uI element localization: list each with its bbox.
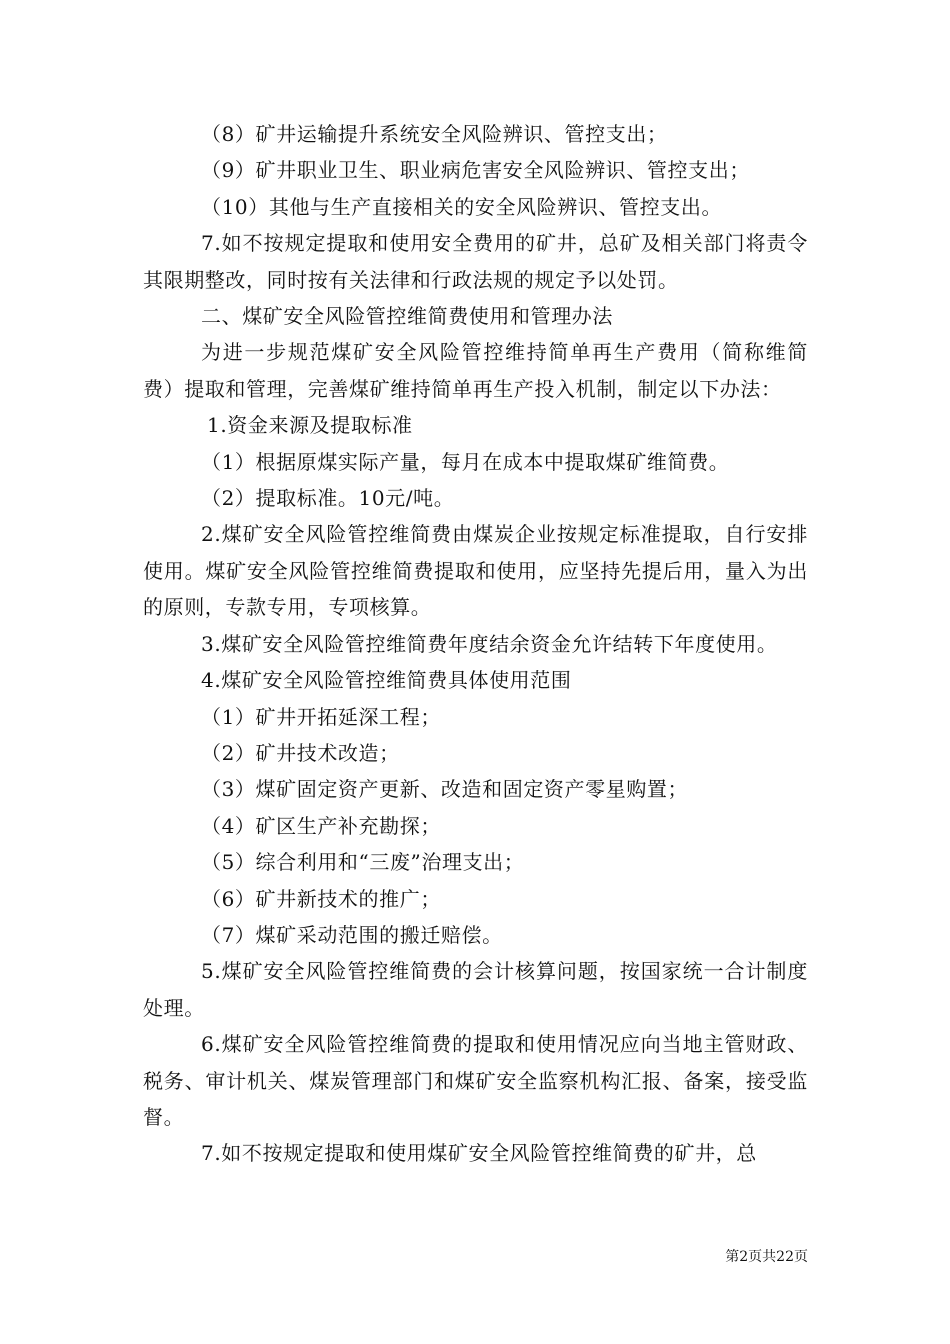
- paragraph: （1）矿井开拓延深工程；: [201, 704, 441, 729]
- paragraph: （2）矿井技术改造；: [201, 740, 400, 765]
- paragraph: 二、煤矿安全风险管控维简费使用和管理办法: [201, 304, 613, 329]
- paragraph: 7.如不按规定提取和使用煤矿安全风险管控维简费的矿井，总: [201, 1141, 757, 1166]
- paragraph: 7.如不按规定提取和使用安全费用的矿井，总矿及相关部门将责令其限期整改，同时按有关法律和行政法规的规定予以处罚。: [143, 231, 808, 292]
- paragraph: （3）煤矿固定资产更新、改造和固定资产零星购置；: [201, 777, 689, 802]
- paragraph: （7）煤矿采动范围的搬迁赔偿。: [201, 922, 503, 947]
- paragraph: （2）提取标准。10元/吨。: [201, 486, 455, 511]
- paragraph: 5.煤矿安全风险管控维简费的会计核算问题，按国家统一合计制度处理。: [143, 959, 808, 1020]
- paragraph: （4）矿区生产补充勘探；: [201, 813, 441, 838]
- document-body: [143, 116, 808, 1172]
- paragraph: 4.煤矿安全风险管控维简费具体使用范围: [201, 668, 572, 693]
- paragraph: 3.煤矿安全风险管控维简费年度结余资金允许结转下年度使用。: [201, 631, 778, 656]
- paragraph: （10）其他与生产直接相关的安全风险辨识、管控支出。: [201, 194, 723, 219]
- paragraph: （9）矿井职业卫生、职业病危害安全风险辨识、管控支出；: [201, 158, 750, 183]
- paragraph: 2.煤矿安全风险管控维简费由煤炭企业按规定标准提取，自行安排使用。煤矿安全风险管控维简费提取和使用，应坚持先提后用，量入为出的原则，专款专用，专项核算。: [143, 522, 808, 620]
- paragraph: 1.资金来源及提取标准: [207, 413, 413, 438]
- paragraph: 为进一步规范煤矿安全风险管控维持简单再生产费用（简称维简费）提取和管理，完善煤矿维持简单再生产投入机制，制定以下办法：: [143, 340, 808, 401]
- page-number: 第2页共22页: [725, 1249, 808, 1265]
- paragraph: （8）矿井运输提升系统安全风险辨识、管控支出；: [201, 122, 668, 146]
- paragraph: （5）综合利用和“三废”治理支出；: [201, 850, 525, 875]
- paragraph: （6）矿井新技术的推广；: [201, 886, 441, 911]
- paragraph: （1）根据原煤实际产量，每月在成本中提取煤矿维简费。: [201, 449, 730, 474]
- paragraph: 6.煤矿安全风险管控维简费的提取和使用情况应向当地主管财政、税务、审计机关、煤炭管理部门和煤矿安全监察机构汇报、备案，接受监督。: [143, 1032, 808, 1129]
